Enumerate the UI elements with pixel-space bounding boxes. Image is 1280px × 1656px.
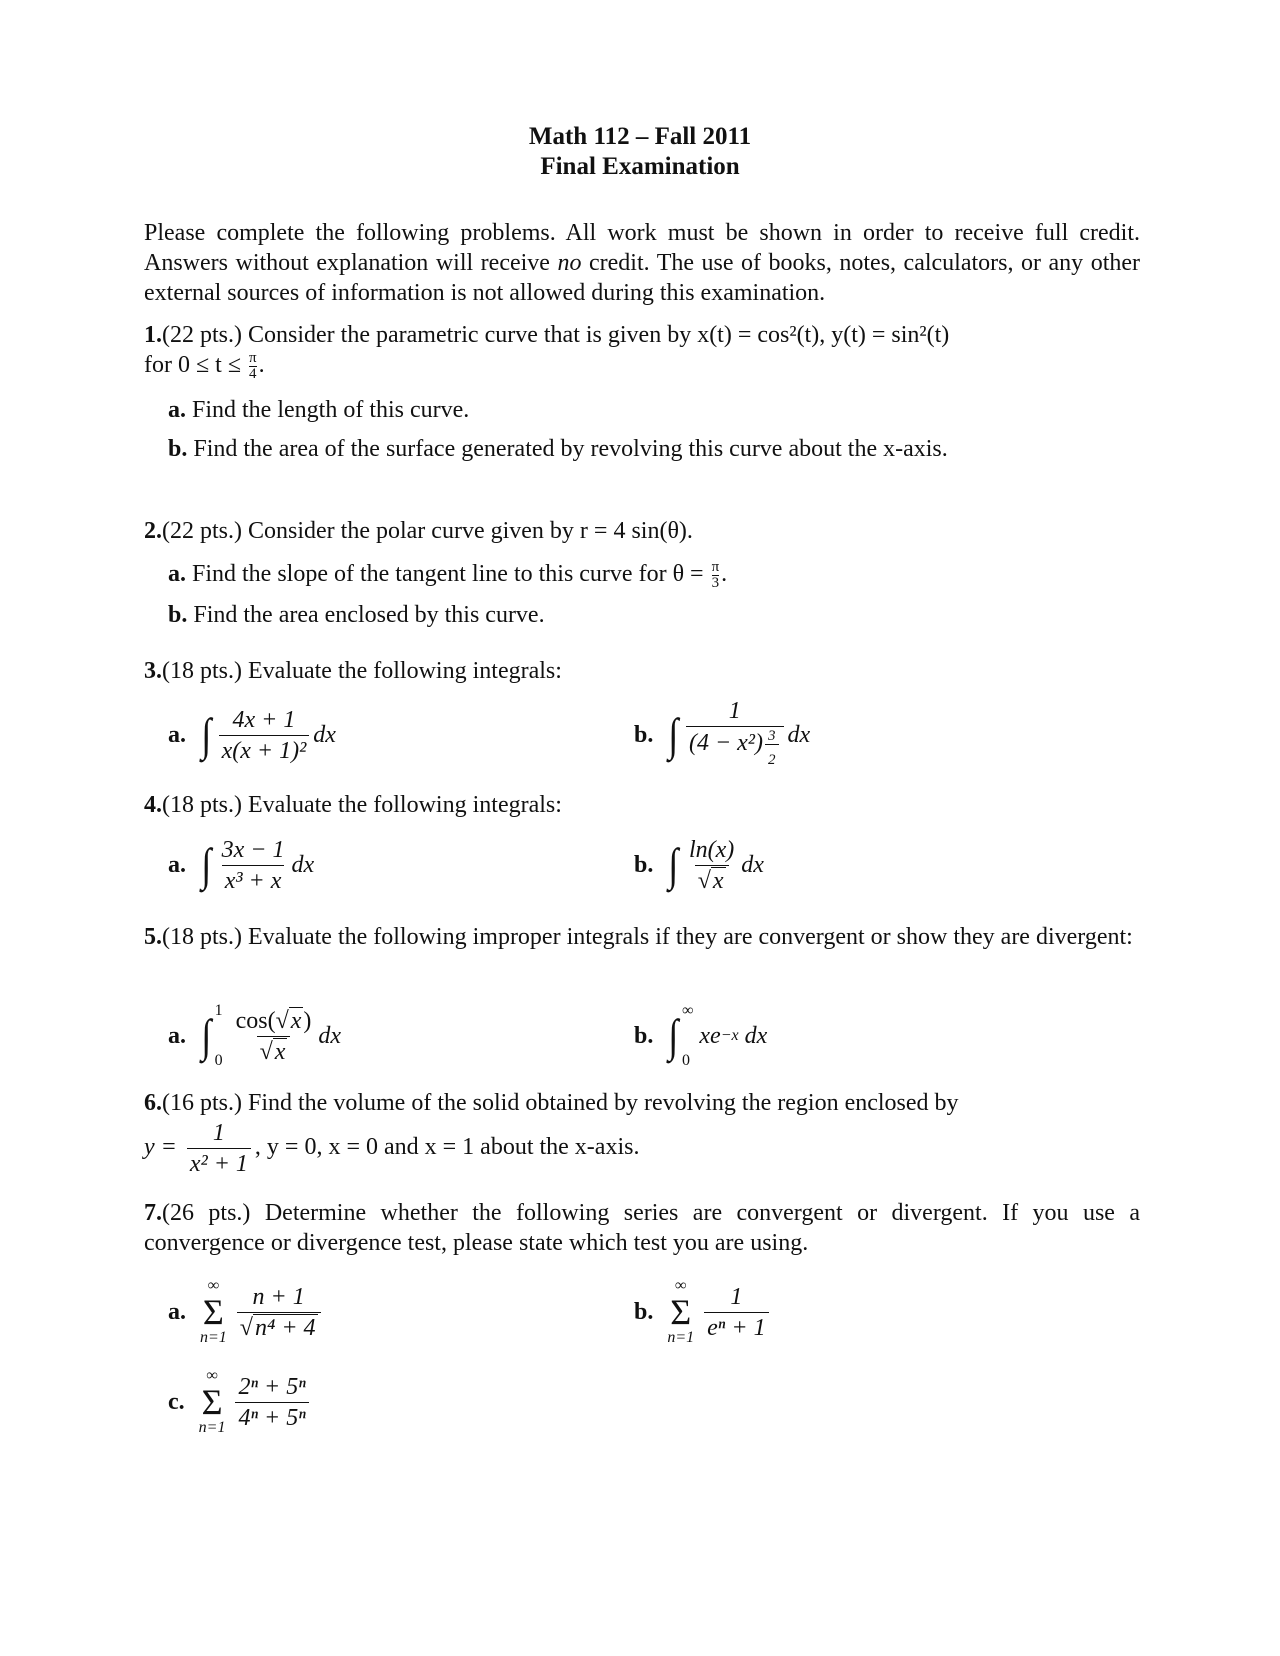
part-label: a. (168, 722, 186, 748)
summation (199, 1368, 226, 1436)
summation (200, 1278, 227, 1346)
problem-text: Determine whether the following series are convergent or divergent. If you use a convergence or divergence test, please state which test you are using. (144, 1200, 1141, 1256)
part-label: a. (168, 396, 186, 423)
problem-points: (22 pts.) (162, 518, 242, 544)
part-a (168, 395, 1140, 425)
denominator (257, 1036, 291, 1065)
instructions-text-2: credit. The use of books, notes, calculators, or any other external sources of information is not allowed during this examination. (144, 250, 1141, 306)
part-label: b. (634, 1299, 654, 1325)
sum-upper: ∞ (206, 1367, 218, 1384)
part-label: b. (634, 1023, 654, 1049)
denominator: eⁿ + 1 (704, 1312, 768, 1341)
term-fraction (704, 1284, 768, 1341)
integral-a (168, 998, 341, 1074)
denominator (695, 865, 729, 894)
exponent-den: 2 (765, 744, 779, 773)
integrand-fraction (686, 698, 784, 773)
denominator (686, 726, 784, 773)
numerator: ln(x) (688, 836, 735, 863)
sqrt-sign: √ (697, 867, 711, 894)
differential: dx (313, 722, 336, 748)
problem-text: Evaluate the following improper integrals if they are convergent or show they are divergent: (248, 924, 1133, 950)
sigma-sign: Σ (202, 1292, 224, 1332)
sigma-sign: Σ (670, 1292, 692, 1332)
integral-b: b. ∫ ∞ 0 xe −x dx (634, 1002, 768, 1069)
series-row-2 (144, 1362, 1140, 1442)
problem-5-statement (144, 922, 1140, 952)
part-b (168, 600, 1140, 630)
problem-4 (144, 790, 1140, 894)
part-label: c. (168, 1389, 185, 1415)
sqrt-argument: x (274, 1038, 286, 1065)
integral-row (144, 697, 1140, 770)
series-row-1 (144, 1272, 1140, 1352)
denominator: 4ⁿ + 5ⁿ (235, 1402, 308, 1431)
instructions-text-1: Please complete the following problems. All work must be shown in order to receive full credit. Answers without explanation will receive (144, 220, 1140, 276)
numerator: 2ⁿ + 5ⁿ (238, 1373, 306, 1400)
sum-upper: ∞ (207, 1277, 220, 1294)
integral-limits (215, 1003, 223, 1069)
problem-6 (144, 1088, 1140, 1177)
problem-3 (144, 656, 1140, 768)
part-text: Find the length of this curve. (192, 396, 470, 423)
part-label: a. (168, 1023, 186, 1049)
problem-7 (144, 1198, 1141, 1436)
integral-row (144, 998, 1140, 1074)
numerator: 1 (728, 697, 741, 724)
upper-limit: 1 (214, 1002, 223, 1019)
part-b (168, 434, 1140, 464)
integrand-fraction (219, 707, 310, 764)
series-a (168, 1272, 325, 1352)
integral-sign: ∫ (668, 709, 679, 760)
term-fraction (235, 1374, 308, 1431)
problem-points: (22 pts.) (162, 322, 242, 348)
sum-lower: n=1 (198, 1419, 226, 1436)
differential: dx (318, 1023, 342, 1049)
part-label: a. (168, 561, 186, 587)
integral-row (144, 830, 1140, 900)
part-label: b. (168, 435, 188, 462)
problem-range-text: for 0 ≤ t ≤ (144, 352, 241, 378)
sqrt-argument: x (712, 867, 724, 894)
integral-sign: ∫ (668, 839, 679, 890)
denominator: x² + 1 (187, 1148, 251, 1177)
integrand-fraction (233, 1008, 315, 1065)
problem-points: (16 pts.) (162, 1090, 242, 1116)
problem-2-statement (144, 516, 1140, 546)
numerator: n + 1 (252, 1283, 305, 1310)
close-paren: ) (303, 1007, 312, 1034)
problem-number: 1. (144, 322, 162, 348)
course-title: Math 112 – Fall 2011 (528, 123, 752, 150)
instructions (144, 218, 1140, 308)
part-text: Find the area enclosed by this curve. (193, 601, 545, 628)
lower-limit: 0 (214, 1052, 223, 1069)
sqrt-sign: √ (275, 1007, 289, 1034)
part-label: b. (634, 722, 654, 748)
sum-lower: n=1 (667, 1329, 695, 1346)
theta-frac-num: π (711, 558, 720, 575)
differential: dx (744, 1023, 768, 1049)
problem-points: (18 pts.) (162, 658, 242, 684)
part-text: Find the slope of the tangent line to this curve for θ = (192, 561, 704, 587)
integrand-fraction (219, 837, 288, 894)
numerator: 3x − 1 (221, 836, 285, 863)
integral-sign: ∫ (668, 1010, 679, 1061)
upper-limit: ∞ (681, 1002, 694, 1019)
sum-lower: n=1 (200, 1329, 227, 1346)
sqrt-argument: x (290, 1007, 302, 1034)
sqrt-argument: n⁴ + 4 (254, 1314, 316, 1341)
integral-a (168, 830, 314, 900)
cos-function: cos( (235, 1007, 276, 1034)
theta-frac-den: 3 (711, 574, 720, 591)
exam-header (0, 122, 1280, 182)
sigma-sign: Σ (201, 1382, 223, 1422)
problem-1 (144, 320, 1140, 464)
part-label: a. (168, 1299, 186, 1325)
problem-points: (18 pts.) (162, 792, 242, 818)
problem-text: Evaluate the following integrals: (248, 658, 562, 684)
series-c (168, 1362, 313, 1442)
problem-1-statement: 1.(22 pts.) Consider the parametric curve that is given by x(t) = cos²(t), y(t) = sin²(t) for 0 ≤ t ≤ $\frac{\pi}{4}$ . (144, 322, 950, 382)
problem-text: Find the volume of the solid obtained by revolving the region enclosed by (248, 1090, 959, 1116)
part-label: a. (168, 852, 186, 878)
instructions-emphasis: no (557, 250, 582, 276)
range-frac-num: π (249, 349, 257, 366)
summation (667, 1278, 694, 1346)
integral-sign: ∫ (201, 709, 212, 760)
problem-4-statement (144, 790, 1140, 820)
numerator (233, 1008, 315, 1036)
denominator: x(x + 1)² (219, 735, 310, 764)
sum-upper: ∞ (675, 1277, 687, 1294)
exponent-num: 3 (768, 727, 776, 744)
problem-6-region (144, 1120, 1140, 1177)
problem-points: (18 pts.) (162, 924, 242, 950)
sqrt-sign: √ (259, 1038, 273, 1065)
denominator-base: (4 − x²) (688, 729, 763, 756)
region-rest: , y = 0, x = 0 and x = 1 about the x-axis. (254, 1134, 640, 1161)
range-fraction (249, 351, 257, 382)
numerator: 1 (730, 1283, 743, 1310)
range-frac-den: 4 (249, 365, 257, 382)
sqrt-sign: √ (239, 1314, 253, 1341)
region-fraction (187, 1120, 251, 1177)
differential: dx (291, 852, 315, 878)
integral-sign: ∫ (201, 1010, 212, 1061)
part-text: Find the area of the surface generated by revolving this curve about the x-axis. (193, 435, 948, 462)
integral-sign: ∫ (201, 839, 212, 890)
equation-lhs: y = (144, 1134, 177, 1161)
problem-number: 7. (144, 1200, 162, 1226)
exam-title: Final Examination (540, 153, 740, 180)
exponent-fraction (765, 729, 779, 773)
differential: dx (741, 852, 764, 878)
integral-a (168, 700, 336, 770)
problem-number: 6. (144, 1090, 162, 1116)
problem-5 (144, 922, 1140, 1069)
integrand: xe (699, 1023, 721, 1049)
problem-text: Evaluate the following integrals: (248, 792, 562, 818)
integral-b (634, 697, 811, 770)
problem-text: Consider the parametric curve that is given by x(t) = cos²(t), y(t) = sin²(t) (248, 322, 950, 348)
problem-number: 2. (144, 518, 162, 544)
problem-text: Consider the polar curve given by r = 4 sin(θ). (248, 518, 693, 544)
problem-number: 5. (144, 924, 162, 950)
theta-fraction (712, 560, 720, 591)
integral-limits (682, 1003, 693, 1069)
series-b (634, 1272, 773, 1352)
problem-7-statement (144, 1198, 1140, 1258)
numerator: 1 (212, 1120, 225, 1146)
problem-6-statement (144, 1088, 1140, 1118)
lower-limit: 0 (681, 1052, 690, 1069)
part-a: a. Find the slope of the tangent line to this curve for θ = $\frac{\pi}{3}$ . (168, 558, 728, 591)
integrand-fraction (686, 837, 737, 894)
term-fraction (237, 1284, 321, 1341)
part-label: b. (634, 852, 654, 878)
integral-b (634, 830, 764, 900)
problem-2 (144, 516, 1140, 630)
problem-3-statement (144, 656, 1140, 686)
differential: dx (787, 722, 811, 748)
problem-number: 4. (144, 792, 162, 818)
denominator: x³ + x (222, 865, 285, 894)
denominator (237, 1312, 321, 1341)
numerator: 4x + 1 (232, 706, 296, 733)
problem-points: (26 pts.) (162, 1200, 251, 1226)
part-label: b. (168, 601, 188, 628)
problem-number: 3. (144, 658, 162, 684)
